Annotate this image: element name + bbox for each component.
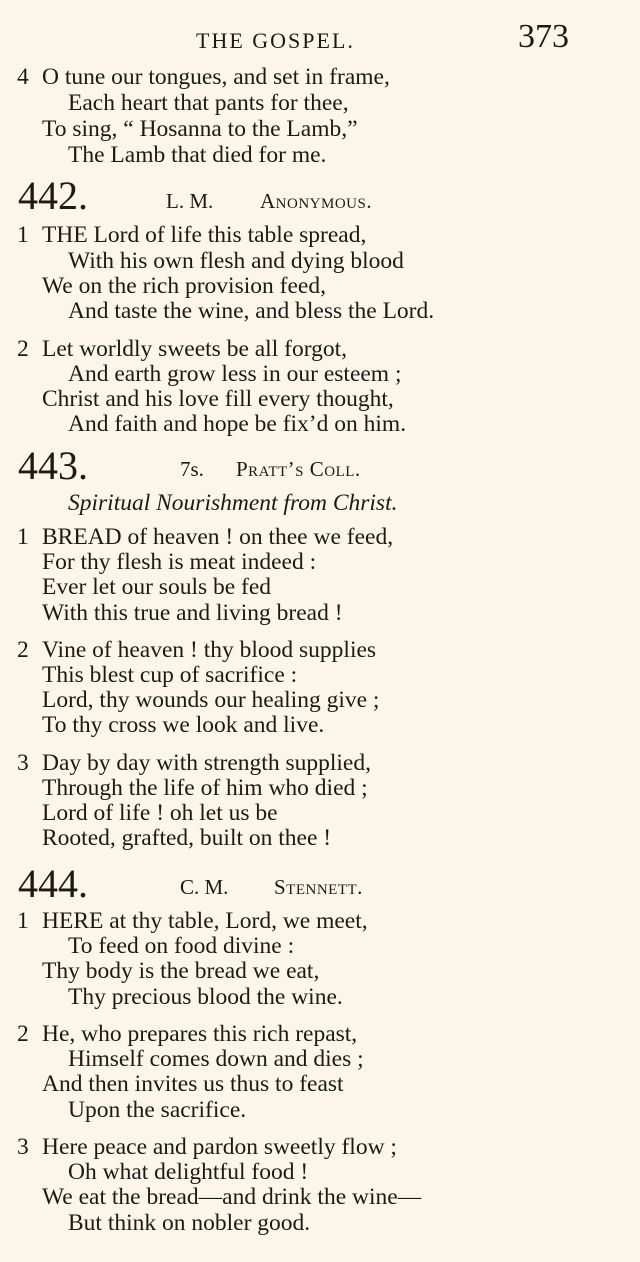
verse-line: With his own flesh and dying blood bbox=[68, 248, 404, 274]
verse-number: 2 bbox=[17, 1021, 29, 1047]
verse-line: Rooted, grafted, built on thee ! bbox=[42, 825, 332, 851]
hymn-meter: 7s. bbox=[180, 457, 204, 481]
verse-line: And taste the wine, and bless the Lord. bbox=[68, 298, 435, 324]
verse-line: Christ and his love fill every thought, bbox=[42, 386, 394, 412]
verse-line: Let worldly sweets be all forgot, bbox=[42, 336, 347, 362]
page-number: 373 bbox=[518, 18, 569, 55]
verse-line: We eat the bread—and drink the wine— bbox=[42, 1184, 422, 1210]
verse-line: Thy body is the bread we eat, bbox=[42, 958, 320, 984]
hymn-author: Pratt’s Coll. bbox=[236, 457, 361, 481]
hymn-author: Anonymous. bbox=[260, 189, 373, 213]
verse-number: 2 bbox=[17, 637, 29, 663]
hymn-author: Stennett. bbox=[274, 875, 363, 899]
verse-line: BREAD of heaven ! on thee we feed, bbox=[42, 524, 394, 550]
verse-line: Himself comes down and dies ; bbox=[68, 1046, 364, 1072]
verse-line: Lord, thy wounds our healing give ; bbox=[42, 687, 380, 713]
verse-line: To thy cross we look and live. bbox=[42, 712, 325, 738]
hymn-subtitle: Spiritual Nourishment from Christ. bbox=[68, 490, 398, 516]
verse-line: THE Lord of life this table spread, bbox=[42, 222, 367, 248]
hymn-number: 442. bbox=[18, 173, 88, 218]
verse-line: We on the rich provision feed, bbox=[42, 273, 326, 299]
verse-number: 3 bbox=[17, 1134, 29, 1160]
verse-line: The Lamb that died for me. bbox=[68, 142, 327, 168]
verse-line: Lord of life ! oh let us be bbox=[42, 800, 278, 826]
page-header bbox=[0, 14, 640, 54]
running-title: THE GOSPEL. bbox=[196, 28, 355, 53]
verse-number: 3 bbox=[17, 750, 29, 776]
verse-line: And faith and hope be fix’d on him. bbox=[68, 411, 407, 437]
hymn-number: 444. bbox=[18, 861, 88, 906]
verse-line: Ever let our souls be fed bbox=[42, 574, 272, 600]
verse-line: Through the life of him who died ; bbox=[42, 775, 368, 801]
verse-line: And earth grow less in our esteem ; bbox=[68, 361, 402, 387]
verse-line: To feed on food divine : bbox=[68, 933, 295, 959]
verse-line: Vine of heaven ! thy blood supplies bbox=[42, 637, 377, 663]
verse-line: Day by day with strength supplied, bbox=[42, 750, 371, 776]
verse-line: Upon the sacrifice. bbox=[68, 1097, 247, 1123]
verse-line: Each heart that pants for thee, bbox=[68, 90, 349, 116]
verse-line: To sing, “ Hosanna to the Lamb,” bbox=[42, 116, 358, 142]
hymn-meter: L. M. bbox=[166, 189, 214, 213]
verse-line: HERE at thy table, Lord, we meet, bbox=[42, 908, 368, 934]
verse-line: Here peace and pardon sweetly flow ; bbox=[42, 1134, 397, 1160]
verse-line: Oh what delightful food ! bbox=[68, 1159, 309, 1185]
verse-number: 1 bbox=[17, 908, 29, 934]
verse-number: 2 bbox=[17, 336, 29, 362]
verse-line: And then invites us thus to feast bbox=[42, 1071, 344, 1097]
verse-line: For thy flesh is meat indeed : bbox=[42, 549, 317, 575]
hymn-number: 443. bbox=[18, 443, 88, 488]
verse-number: 1 bbox=[17, 222, 29, 248]
verse-line: O tune our tongues, and set in frame, bbox=[42, 64, 390, 90]
verse-line: This blest cup of sacrifice : bbox=[42, 662, 298, 688]
verse-line: But think on nobler good. bbox=[68, 1210, 311, 1236]
verse-line: With this true and living bread ! bbox=[42, 600, 343, 626]
verse-number: 1 bbox=[17, 524, 29, 550]
verse-line: Thy precious blood the wine. bbox=[68, 984, 343, 1010]
hymn-meter: C. M. bbox=[180, 875, 229, 899]
verse-line: He, who prepares this rich repast, bbox=[42, 1021, 358, 1047]
verse-number: 4 bbox=[17, 64, 29, 90]
